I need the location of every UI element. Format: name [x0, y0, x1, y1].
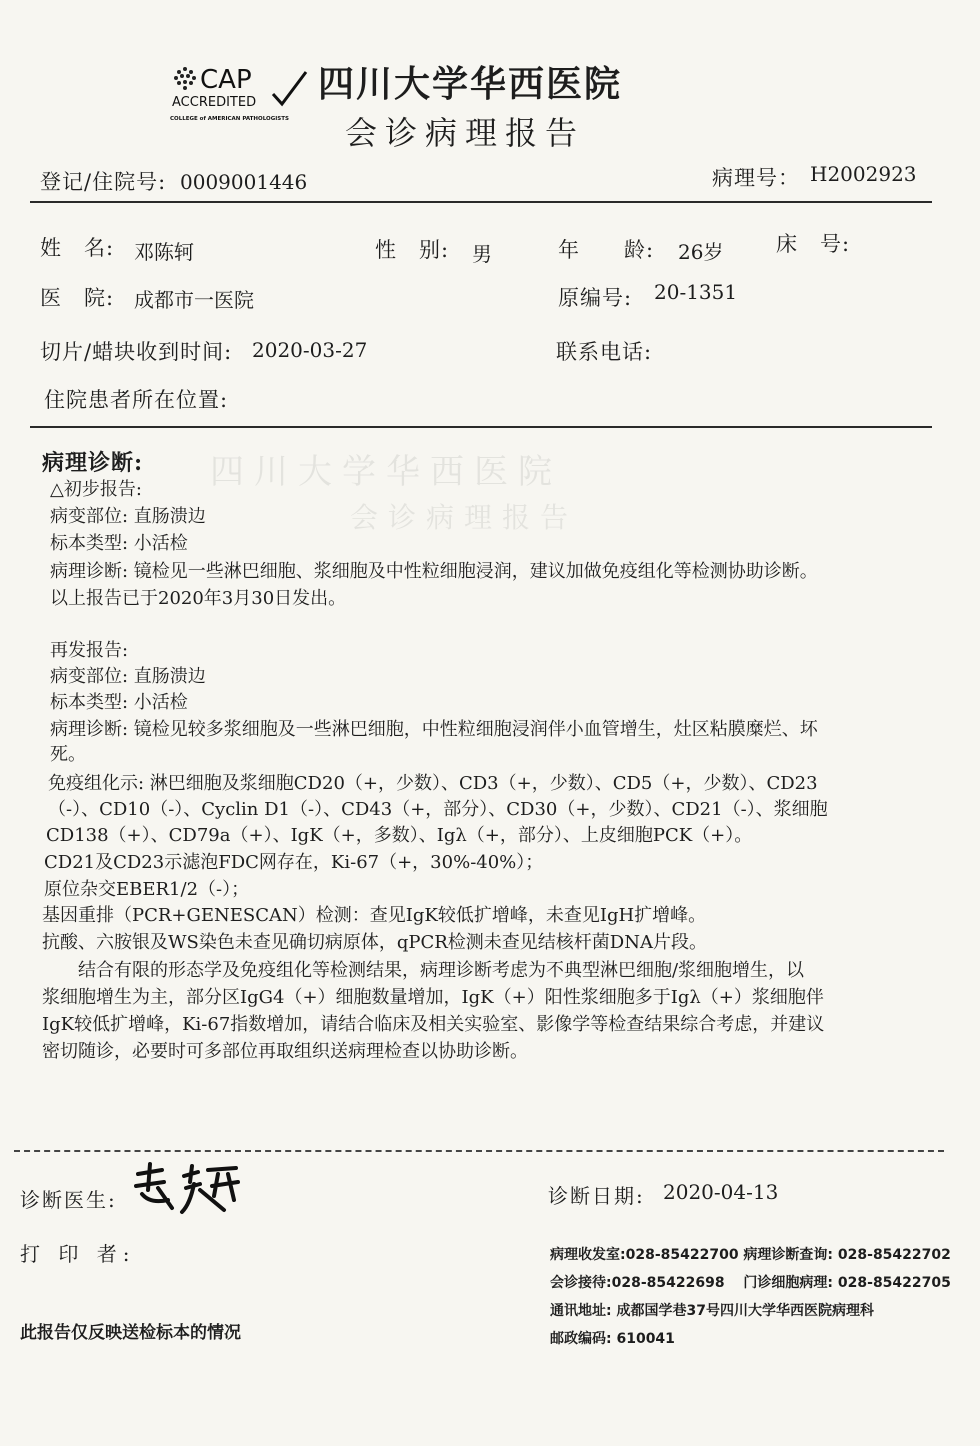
report-disclaimer: 此报告仅反映送检标本的情况: [20, 1323, 241, 1343]
diagnosis-line: （-）、CD10（-）、Cyclin D1（-）、CD43（+，部分）、CD30（+，少数）、CD21（-）、浆细胞: [48, 799, 828, 820]
diagnosis-heading: 病理诊断:: [42, 450, 144, 476]
doctor-signature: [128, 1160, 248, 1220]
hospital-value: 成都市一医院: [134, 288, 254, 312]
footer-divider: [14, 1150, 944, 1152]
diagnosis-line: 病变部位: 直肠溃边: [50, 506, 206, 527]
cap-college-text: COLLEGE of AMERICAN PATHOLOGISTS: [170, 116, 289, 122]
header-divider: [30, 201, 932, 203]
diagnosis-line: 抗酸、六胺银及WS染色未查见确切病原体，qPCR检测未查见结核杆菌DNA片段。: [42, 932, 707, 953]
hospital-title: 四川大学华西医院: [318, 64, 623, 105]
original-number-value: 20-1351: [654, 280, 738, 304]
cap-accredited-text: ACCREDITED: [172, 95, 257, 110]
diagnosis-line: CD138（+）、CD79a（+）、IgK（+，多数）、Igλ（+，部分）、上皮细胞PCK（+）。: [46, 825, 753, 846]
contact-line: 通讯地址: 成都国学巷37号四川大学华西医院病理科: [550, 1303, 874, 1319]
gender-value: 男: [472, 242, 492, 266]
diagnosis-date-value: 2020-04-13: [663, 1180, 779, 1204]
received-time-label: 切片/蜡块收到时间:: [40, 340, 233, 364]
diagnosis-line: 以上报告已于2020年3月30日发出。: [50, 588, 347, 609]
diagnosis-line: 病变部位: 直肠溃边: [50, 666, 206, 687]
diagnosis-line: 病理诊断: 镜检见一些淋巴细胞、浆细胞及中性粒细胞浸润，建议加做免疫组化等检测协助诊断。: [50, 561, 818, 582]
contact-line: 邮政编码: 610041: [550, 1331, 675, 1347]
registration-label: 登记/住院号:: [40, 170, 167, 194]
diagnosis-line: CD21及CD23示滤泡FDC网存在，Ki-67（+，30%-40%）；: [44, 852, 544, 873]
diagnosis-line: △初步报告:: [50, 479, 142, 500]
diagnosis-line: 浆细胞增生为主，部分区IgG4（+）细胞数量增加，IgK（+）阳性浆细胞多于Igλ（+）浆细胞伴: [42, 987, 824, 1008]
name-value: 邓陈轲: [134, 240, 194, 264]
name-label: 姓 名:: [40, 236, 115, 260]
diagnosis-line: 结合有限的形态学及免疫组化等检测结果，病理诊断考虑为不典型淋巴细胞/浆细胞增生，以: [42, 960, 805, 981]
show-through-text: 会诊病理报告: [350, 501, 579, 534]
hospital-label: 医 院:: [40, 286, 115, 310]
diagnosis-line: 基因重排（PCR+GENESCAN）检测：查见IgK较低扩增峰，未查见IgH扩增峰。: [42, 905, 707, 926]
registration-value: 0009001446: [180, 170, 308, 194]
bed-label: 床 号:: [776, 232, 851, 256]
diagnosis-line: 密切随诊，必要时可多部位再取组织送病理检查以协助诊断。: [42, 1041, 528, 1062]
diagnosis-line: 原位杂交EBER1/2（-）；: [44, 879, 250, 900]
age-value: 26岁: [678, 240, 724, 264]
pathology-number-label: 病理号：: [712, 166, 800, 190]
diagnosis-line: 再发报告:: [50, 640, 129, 661]
diagnosis-line: 死。: [50, 744, 86, 765]
age-label: 年 龄:: [558, 238, 655, 262]
diagnosis-date-label: 诊断日期:: [548, 1184, 645, 1208]
received-time-value: 2020-03-27: [252, 338, 368, 362]
show-through-text: 四川大学华西医院: [210, 452, 562, 492]
contact-line: 病理收发室:028-85422700 病理诊断查询: 028-85422702: [550, 1247, 951, 1263]
cap-text: CAP: [200, 65, 252, 95]
report-title: 会诊病理报告: [345, 114, 586, 152]
diagnosis-line: 标本类型: 小活检: [50, 692, 188, 713]
diagnosis-line: 标本类型: 小活检: [50, 533, 188, 554]
diagnosis-line: 免疫组化示: 淋巴细胞及浆细胞CD20（+，少数）、CD3（+，少数）、CD5（+，少数）、CD23: [48, 773, 818, 794]
cap-accredited-logo: [170, 64, 310, 126]
pathology-number-value: H2002923: [810, 162, 917, 186]
diagnosing-doctor-label: 诊断医生:: [20, 1188, 117, 1212]
inpatient-location-label: 住院患者所在位置:: [44, 388, 229, 412]
phone-label: 联系电话:: [556, 340, 653, 364]
contact-line: 会诊接待:028-85422698 门诊细胞病理: 028-85422705: [550, 1275, 951, 1291]
original-number-label: 原编号:: [558, 286, 633, 310]
diagnosis-line: IgK较低扩增峰，Ki-67指数增加，请结合临床及相关实验室、影像学等检查结果综合考虑，并建议: [42, 1014, 825, 1035]
gender-label: 性 别:: [375, 238, 450, 262]
info-divider: [30, 426, 932, 428]
printer-label: 打 印 者:: [20, 1242, 136, 1266]
diagnosis-line: 病理诊断: 镜检见较多浆细胞及一些淋巴细胞，中性粒细胞浸润伴小血管增生，灶区粘膜糜烂、坏: [50, 719, 818, 740]
